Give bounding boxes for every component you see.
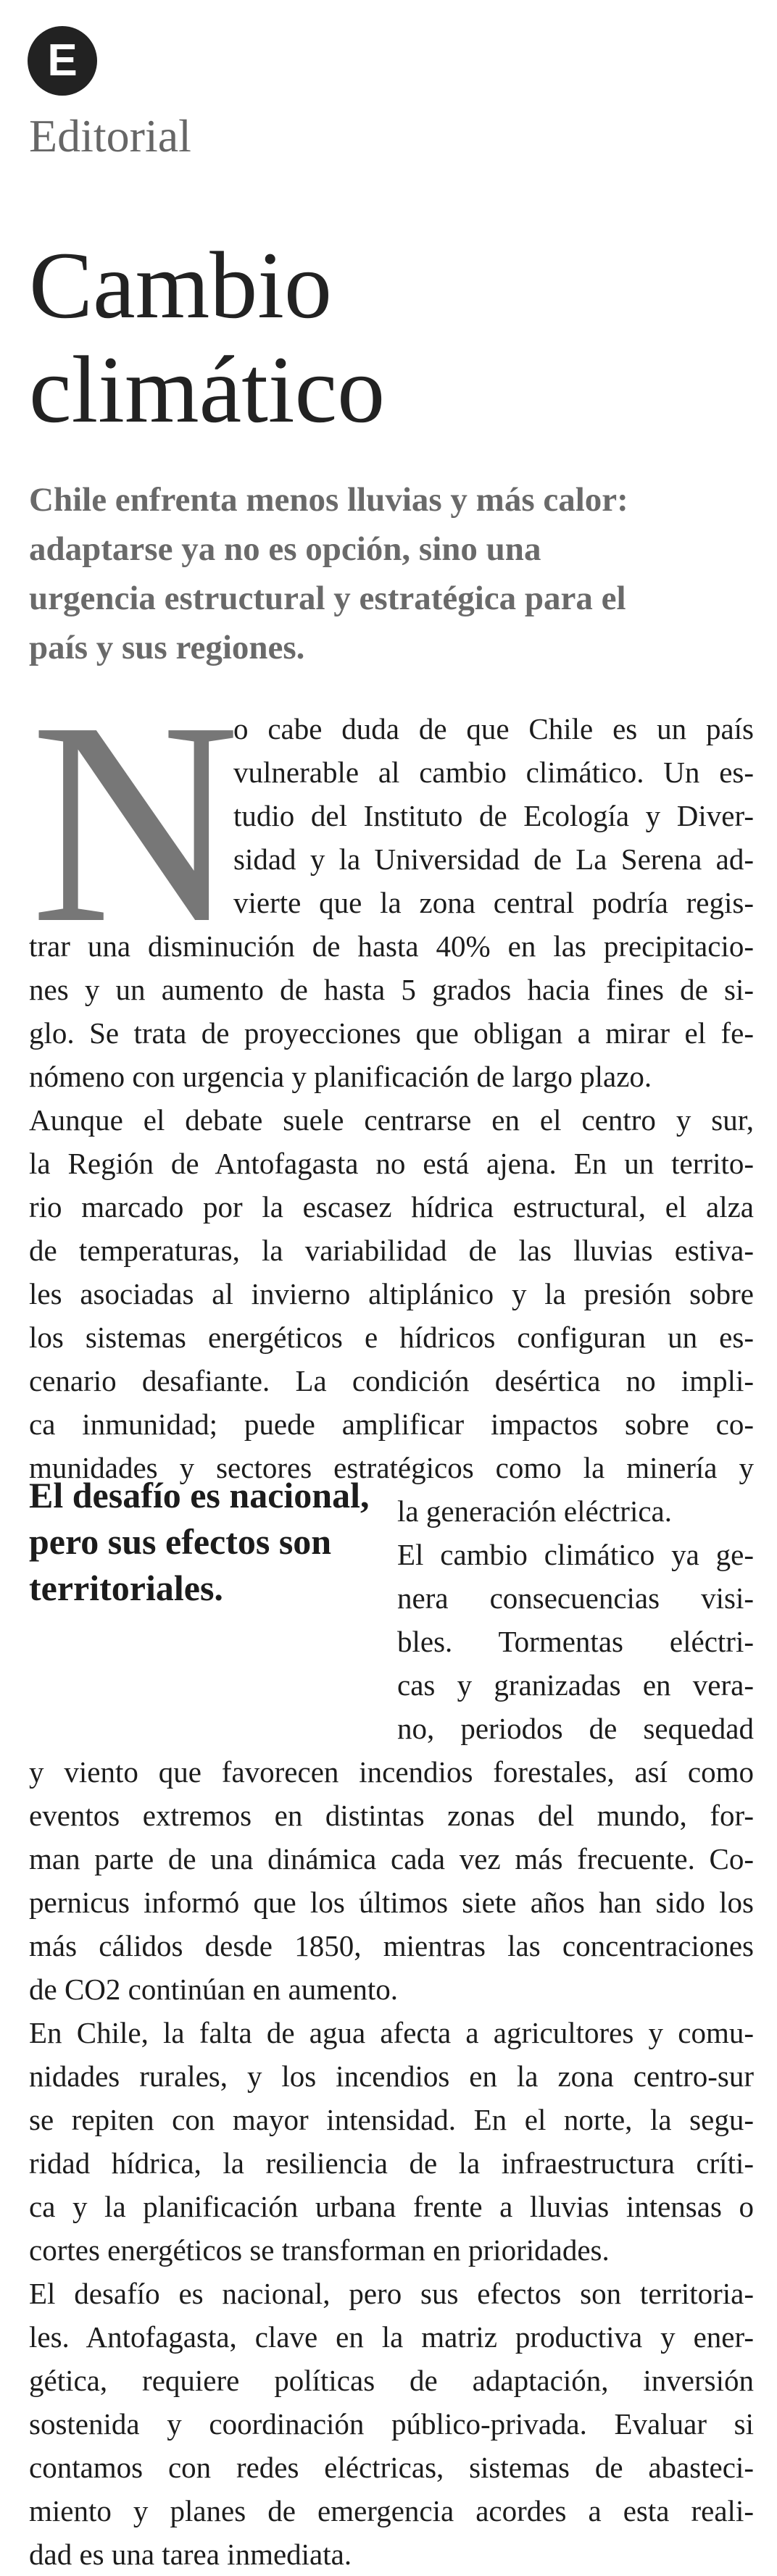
title-line-1: Cambio	[29, 232, 332, 338]
body-line: de temperaturas, la variabilidad de las lluvias estiva-	[29, 1234, 754, 1267]
body-line: miento y planes de emergencia acordes a esta reali-	[29, 2494, 754, 2527]
body-line: y viento que favorecen incendios forestales, así como	[29, 1755, 754, 1789]
body-line: se repiten con mayor intensidad. En el norte, la segu-	[29, 2103, 754, 2136]
body-line: rio marcado por la escasez hídrica estructural, el alza	[29, 1190, 754, 1224]
article-subtitle	[29, 475, 754, 672]
body-line: no, periodos de sequedad	[397, 1712, 754, 1745]
body-line: Aunque el debate suele centrarse en el centro y sur,	[29, 1103, 754, 1137]
body-line: más cálidos desde 1850, mientras las concentraciones	[29, 1929, 754, 1962]
body-line: vulnerable al cambio climático. Un es-	[233, 756, 754, 789]
body-line: sostenida y coordinación público-privada. Evaluar si	[29, 2407, 754, 2441]
body-line: El cambio climático ya ge-	[397, 1538, 754, 1571]
body-line: nera consecuencias visi-	[397, 1581, 754, 1615]
body-line: tudio del Instituto de Ecología y Diver-	[233, 799, 754, 832]
body-line: cas y granizadas en vera-	[397, 1668, 754, 1702]
subtitle-line: urgencia estructural y estratégica para el	[29, 580, 626, 617]
body-line: nes y un aumento de hasta 5 grados hacia fines de si-	[29, 973, 754, 1006]
body-line: trar una disminución de hasta 40% en las precipitacio-	[29, 929, 754, 963]
body-line: contamos con redes eléctricas, sistemas de abasteci-	[29, 2451, 754, 2484]
body-line: pernicus informó que los últimos siete años han sido los	[29, 1886, 754, 1919]
body-line: El desafío es nacional, pero sus efectos son territoria-	[29, 2277, 754, 2310]
section-label: Editorial	[29, 110, 191, 162]
body-line: glo. Se trata de proyecciones que obligan a mirar el fe-	[29, 1016, 754, 1050]
body-line: cortes energéticos se transforman en prioridades.	[29, 2233, 610, 2267]
body-line: En Chile, la falta de agua afecta a agricultores y comu-	[29, 2016, 754, 2049]
body-line: gética, requiere políticas de adaptación, inversión	[29, 2364, 754, 2397]
body-line: ca inmunidad; puede amplificar impactos sobre co-	[29, 1408, 754, 1441]
title-line-2: climático	[29, 336, 386, 443]
pull-quote: El desafío es nacional, pero sus efectos son territoriales.	[29, 1475, 370, 1608]
body-line: los sistemas energéticos e hídricos configuran un es-	[29, 1321, 754, 1354]
body-line: dad es una tarea inmediata.	[29, 2538, 352, 2571]
publication-logo: E	[28, 26, 97, 96]
body-line: nidades rurales, y los incendios en la zona centro-sur	[29, 2059, 754, 2093]
body-line: bles. Tormentas eléctri-	[397, 1625, 754, 1658]
body-line: man parte de una dinámica cada vez más frecuente. Co-	[29, 1842, 754, 1875]
body-line: eventos extremos en distintas zonas del mundo, for-	[29, 1799, 754, 1832]
body-line: de CO2 continúan en aumento.	[29, 1973, 398, 2006]
body-line: cenario desafiante. La condición desértica no impli-	[29, 1364, 754, 1397]
body-line: la Región de Antofagasta no está ajena. En un territo-	[29, 1147, 754, 1180]
article-title	[29, 233, 725, 442]
body-line: ridad hídrica, la resiliencia de la infraestructura críti-	[29, 2146, 754, 2180]
drop-cap: N	[30, 662, 240, 983]
body-line: munidades y sectores estratégicos como la minería y	[29, 1451, 754, 1484]
body-line: la generación eléctrica.	[397, 1494, 672, 1528]
body-line: o cabe duda de que Chile es un país	[233, 712, 754, 745]
body-line: les asociadas al invierno altiplánico y la presión sobre	[29, 1277, 754, 1310]
subtitle-line: adaptarse ya no es opción, sino una	[29, 530, 541, 568]
body-line: nómeno con urgencia y planificación de largo plazo.	[29, 1060, 652, 1093]
body-line: ca y la planificación urbana frente a lluvias intensas o	[29, 2190, 754, 2223]
body-line: vierte que la zona central podría regis-	[233, 886, 754, 919]
body-line: les. Antofagasta, clave en la matriz productiva y ener-	[29, 2320, 754, 2354]
subtitle-line: Chile enfrenta menos lluvias y más calor:	[29, 481, 628, 519]
subtitle-line: país y sus regiones.	[29, 629, 305, 666]
body-line: sidad y la Universidad de La Serena ad-	[233, 842, 754, 876]
